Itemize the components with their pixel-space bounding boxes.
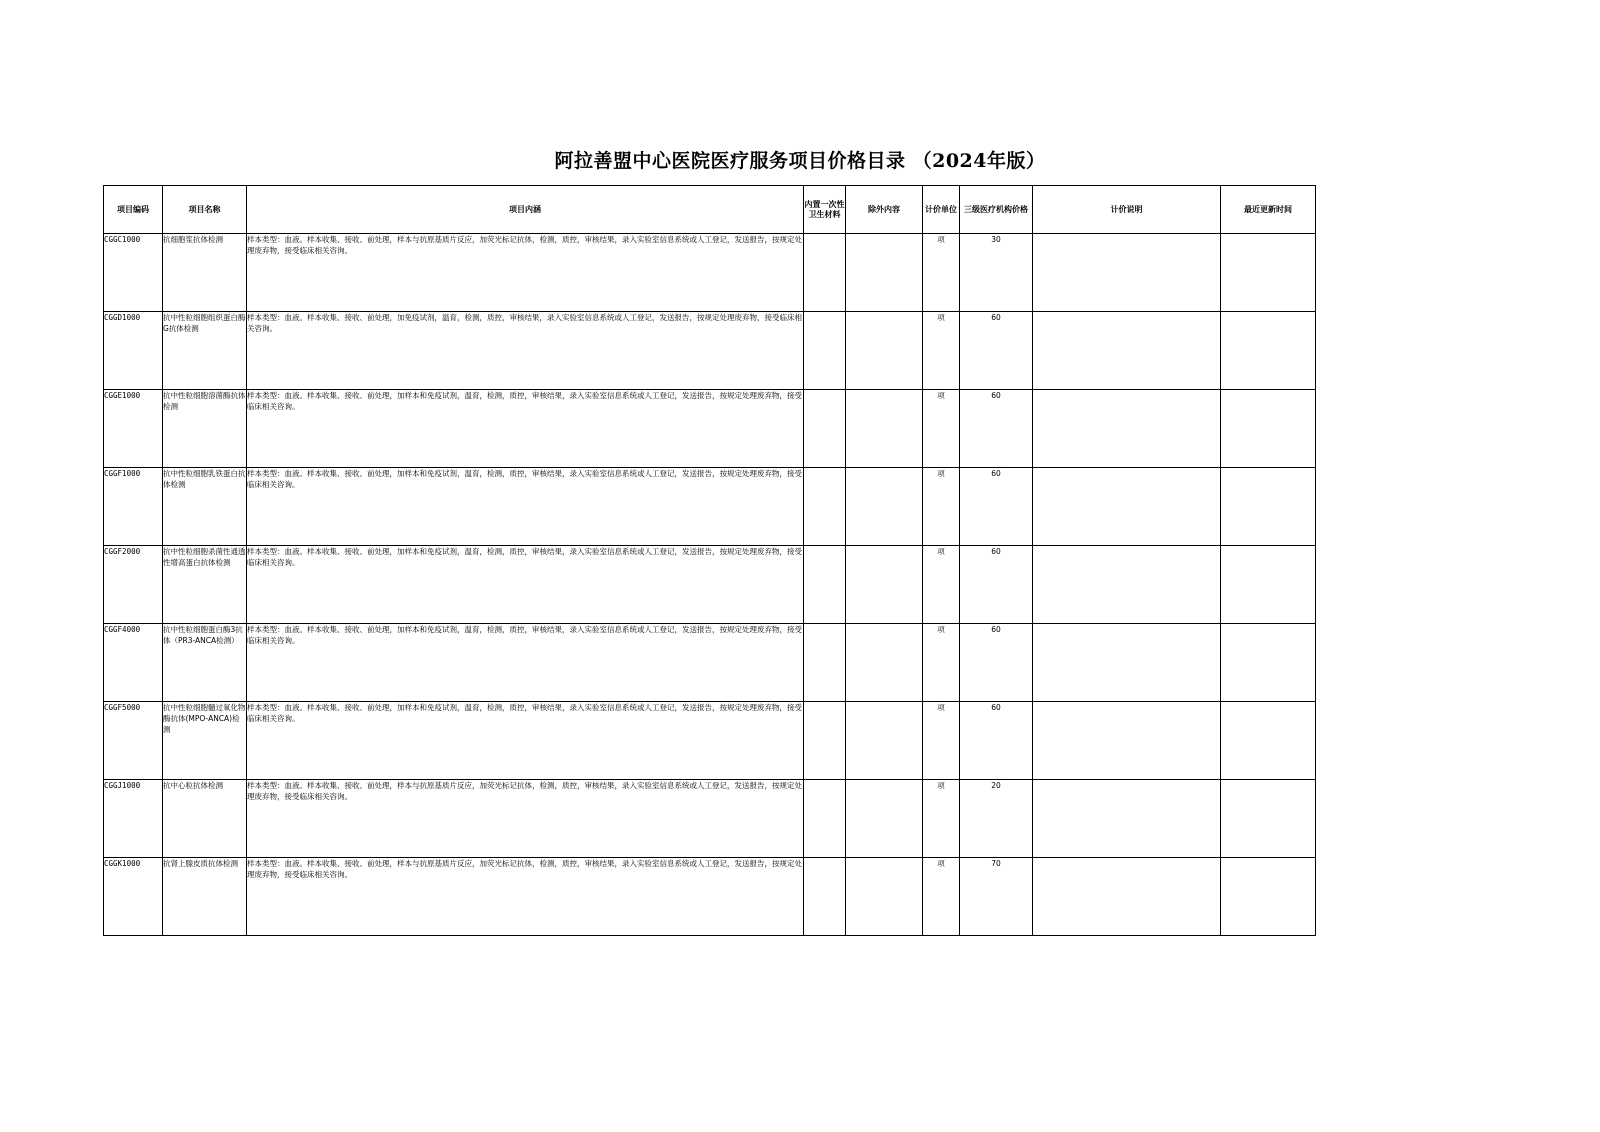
table-row (104, 546, 1316, 624)
cell-unit: 项 (923, 624, 960, 702)
cell-materials (804, 312, 846, 390)
price-catalog-table (103, 185, 1316, 936)
cell-price: 60 (960, 390, 1033, 468)
cell-materials (804, 546, 846, 624)
cell-materials (804, 234, 846, 312)
cell-name: 抗肾上腺皮质抗体检测 (163, 858, 247, 936)
cell-notes (1033, 390, 1221, 468)
cell-code: CGGF4000 (104, 624, 163, 702)
cell-unit: 项 (923, 234, 960, 312)
cell-content: 样本类型：血液。样本收集、接收、前处理，加样本和免疫试剂，温育，检测，质控，审核结果，录入实验室信息系统或人工登记，发送报告，按规定处理废弃物，接受临床相关咨询。 (247, 390, 804, 468)
header-notes: 计价说明 (1033, 186, 1221, 234)
cell-unit: 项 (923, 858, 960, 936)
cell-code: CGGF2000 (104, 546, 163, 624)
cell-code: CGGF1000 (104, 468, 163, 546)
header-unit: 计价单位 (923, 186, 960, 234)
cell-excluded (846, 234, 923, 312)
table-row (104, 312, 1316, 390)
cell-updated (1221, 780, 1316, 858)
document-title: 阿拉善盟中心医院医疗服务项目价格目录 （2024年版） (554, 150, 1046, 172)
cell-code: CGGK1000 (104, 858, 163, 936)
cell-materials (804, 702, 846, 780)
cell-price: 20 (960, 780, 1033, 858)
cell-price: 60 (960, 624, 1033, 702)
cell-excluded (846, 780, 923, 858)
cell-code: CGGE1000 (104, 390, 163, 468)
table-row (104, 858, 1316, 936)
cell-name: 抗细胞浆抗体检测 (163, 234, 247, 312)
cell-price: 30 (960, 234, 1033, 312)
cell-notes (1033, 468, 1221, 546)
cell-notes (1033, 546, 1221, 624)
cell-materials (804, 624, 846, 702)
cell-code: CGGF5000 (104, 702, 163, 780)
table-header-row (104, 186, 1316, 234)
cell-content: 样本类型：血液。样本收集、接收、前处理，样本与抗原基质片反应，加荧光标记抗体，检测，质控，审核结果，录入实验室信息系统或人工登记，发送报告，按规定处理废弃物，接受临床相关咨询。 (247, 858, 804, 936)
cell-name: 抗中心粒抗体检测 (163, 780, 247, 858)
cell-updated (1221, 702, 1316, 780)
cell-materials (804, 858, 846, 936)
cell-name: 抗中性粒细胞髓过氧化物酶抗体(MPO-ANCA)检测 (163, 702, 247, 780)
cell-price: 60 (960, 702, 1033, 780)
cell-excluded (846, 468, 923, 546)
cell-updated (1221, 858, 1316, 936)
cell-content: 样本类型：血液。样本收集、接收、前处理，加免疫试剂，温育，检测，质控，审核结果，录入实验室信息系统或人工登记，发送报告，按规定处理废弃物，接受临床相关咨询。 (247, 312, 804, 390)
cell-updated (1221, 312, 1316, 390)
cell-notes (1033, 234, 1221, 312)
cell-unit: 项 (923, 702, 960, 780)
cell-code: CGGJ1000 (104, 780, 163, 858)
cell-excluded (846, 390, 923, 468)
cell-materials (804, 780, 846, 858)
header-content: 项目内涵 (247, 186, 804, 234)
cell-materials (804, 390, 846, 468)
cell-unit: 项 (923, 546, 960, 624)
header-name: 项目名称 (163, 186, 247, 234)
cell-name: 抗中性粒细胞蛋白酶3抗体（PR3-ANCA检测） (163, 624, 247, 702)
cell-price: 60 (960, 468, 1033, 546)
cell-unit: 项 (923, 468, 960, 546)
cell-updated (1221, 390, 1316, 468)
cell-materials (804, 468, 846, 546)
table-body (104, 234, 1316, 936)
cell-updated (1221, 234, 1316, 312)
cell-content: 样本类型：血液。样本收集、接收、前处理，加样本和免疫试剂，温育，检测，质控，审核结果，录入实验室信息系统或人工登记，发送报告，按规定处理废弃物，接受临床相关咨询。 (247, 624, 804, 702)
cell-excluded (846, 624, 923, 702)
header-materials: 内置一次性卫生材料 (804, 186, 846, 234)
cell-updated (1221, 546, 1316, 624)
cell-name: 抗中性粒细胞组织蛋白酶G抗体检测 (163, 312, 247, 390)
cell-updated (1221, 624, 1316, 702)
cell-code: CGGC1000 (104, 234, 163, 312)
cell-price: 60 (960, 312, 1033, 390)
cell-code: CGGD1000 (104, 312, 163, 390)
cell-notes (1033, 858, 1221, 936)
cell-excluded (846, 312, 923, 390)
cell-name: 抗中性粒细胞溶菌酶抗体检测 (163, 390, 247, 468)
header-excluded: 除外内容 (846, 186, 923, 234)
cell-price: 60 (960, 546, 1033, 624)
header-price: 三级医疗机构价格 (960, 186, 1033, 234)
table-row (104, 390, 1316, 468)
cell-content: 样本类型：血液。样本收集、接收、前处理，加样本和免疫试剂，温育，检测，质控，审核结果，录入实验室信息系统或人工登记，发送报告，按规定处理废弃物，接受临床相关咨询。 (247, 468, 804, 546)
cell-unit: 项 (923, 780, 960, 858)
table-row (104, 780, 1316, 858)
cell-content: 样本类型：血液。样本收集、接收、前处理，样本与抗原基质片反应，加荧光标记抗体，检测，质控，审核结果，录入实验室信息系统或人工登记，发送报告，按规定处理废弃物，接受临床相关咨询。 (247, 780, 804, 858)
cell-price: 70 (960, 858, 1033, 936)
cell-notes (1033, 780, 1221, 858)
cell-name: 抗中性粒细胞乳铁蛋白抗体检测 (163, 468, 247, 546)
cell-notes (1033, 624, 1221, 702)
cell-content: 样本类型：血液。样本收集、接收、前处理，加样本和免疫试剂，温育，检测，质控，审核结果，录入实验室信息系统或人工登记，发送报告，按规定处理废弃物，接受临床相关咨询。 (247, 702, 804, 780)
table-row (104, 624, 1316, 702)
header-updated: 最近更新时间 (1221, 186, 1316, 234)
cell-unit: 项 (923, 390, 960, 468)
cell-excluded (846, 702, 923, 780)
table-row (104, 234, 1316, 312)
cell-excluded (846, 546, 923, 624)
table-row (104, 468, 1316, 546)
table-row (104, 702, 1316, 780)
cell-updated (1221, 468, 1316, 546)
header-code: 项目编码 (104, 186, 163, 234)
cell-unit: 项 (923, 312, 960, 390)
cell-notes (1033, 702, 1221, 780)
cell-excluded (846, 858, 923, 936)
cell-name: 抗中性粒细胞杀菌性通透性增高蛋白抗体检测 (163, 546, 247, 624)
cell-content: 样本类型：血液。样本收集、接收、前处理，样本与抗原基质片反应，加荧光标记抗体，检测，质控，审核结果，录入实验室信息系统或人工登记，发送报告，按规定处理废弃物，接受临床相关咨询。 (247, 234, 804, 312)
cell-notes (1033, 312, 1221, 390)
cell-content: 样本类型：血液。样本收集、接收、前处理，加样本和免疫试剂，温育，检测，质控，审核结果，录入实验室信息系统或人工登记，发送报告，按规定处理废弃物，接受临床相关咨询。 (247, 546, 804, 624)
